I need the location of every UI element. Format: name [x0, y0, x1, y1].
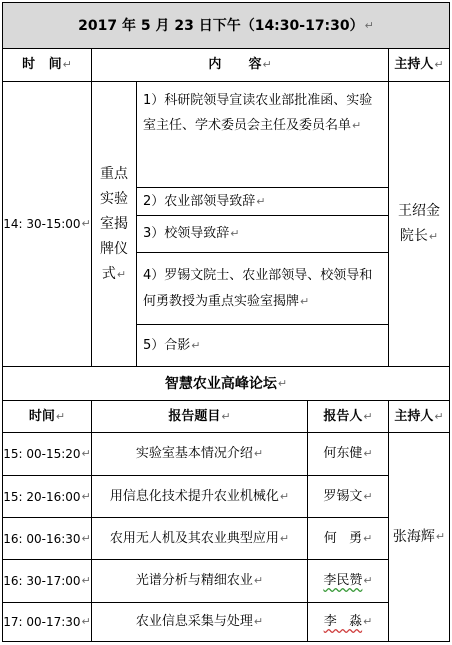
forum-row-1-speaker: 何东健 ↵: [323, 446, 373, 461]
col-header-content: 内 容 ↵: [208, 57, 272, 72]
col-header-host: 主持人 ↵: [394, 57, 444, 72]
ceremony-item-4: 4）罗锡文院士、农业部领导、校领导和何勇教授为重点实验室揭牌↵: [143, 267, 373, 309]
forum-row-3-time: 16: 00-16:30 ↵: [3, 531, 91, 546]
ceremony-item-2: 2）农业部领导致辞 ↵: [143, 193, 266, 209]
schedule-table: [2, 2, 450, 642]
forum-row-3-topic: 农用无人机及其农业典型应用 ↵: [109, 530, 290, 546]
ceremony-item-5: 5）合影 ↵: [143, 337, 201, 353]
forum-row-5-speaker: 李 淼 ↵: [323, 614, 373, 629]
forum-title: 智慧农业高峰论坛 ↵: [164, 375, 288, 392]
forum-row-4-speaker: 李民赞 ↵: [323, 573, 373, 588]
forum-col-topic: 报告题目 ↵: [168, 408, 231, 424]
forum-col-host: 主持人 ↵: [394, 408, 444, 424]
forum-row-1-topic: 实验室基本情况介绍 ↵: [135, 446, 264, 461]
date-session-text: 2017 年 5 月 23 日下午（14:30-17:30）: [78, 17, 364, 34]
forum-row-1-time: 15: 00-15:20 ↵: [3, 447, 91, 461]
ceremony-item-1: 1）科研院领导宣读农业部批准函、实验室主任、学术委员会主任及委员名单↵: [143, 93, 373, 133]
forum-host: 张海辉 ↵: [392, 529, 446, 545]
forum-col-time: 时间 ↵: [28, 408, 66, 424]
col-header-time: 时 间 ↵: [22, 57, 72, 72]
date-session-header: 2017 年 5 月 23 日下午（14:30-17:30） ↵: [3, 3, 449, 48]
ceremony-host: 王绍金 院长↵: [398, 203, 440, 244]
ceremony-item-3: 3）校领导致辞 ↵: [143, 226, 240, 241]
ceremony-time: 14: 30-15:00 ↵: [3, 217, 91, 231]
forum-row-2-topic: 用信息化技术提升农业机械化 ↵: [109, 488, 290, 504]
forum-row-5-topic: 农业信息采集与处理 ↵: [135, 614, 264, 629]
forum-row-2-speaker: 罗锡文 ↵: [323, 488, 373, 504]
forum-row-4-topic: 光谱分析与精细农业 ↵: [135, 573, 264, 588]
forum-row-2-time: 15: 20-16:00 ↵: [3, 489, 91, 504]
forum-row-5-time: 17: 00-17:30 ↵: [3, 615, 91, 629]
ceremony-title: 重点 实验 室揭 牌仪 式↵: [100, 165, 128, 282]
forum-row-4-time: 16: 30-17:00 ↵: [3, 574, 91, 588]
forum-col-speaker: 报告人 ↵: [323, 408, 373, 424]
forum-row-3-speaker: 何 勇 ↵: [323, 530, 373, 546]
